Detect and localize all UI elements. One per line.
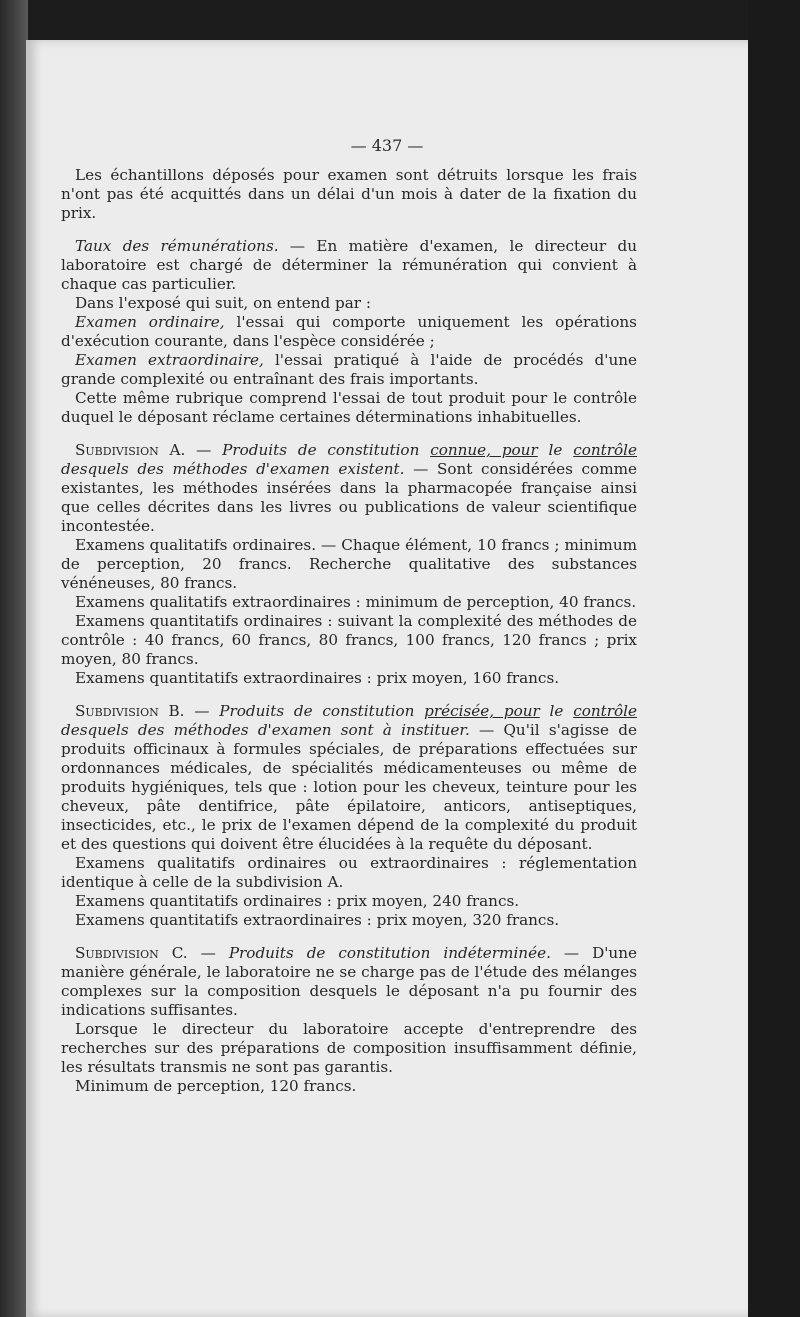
heading-remuneration: Taux des rémunérations. [75,237,279,255]
paragraph-definitions-intro: Dans l'exposé qui suit, on entend par : [75,294,372,312]
paragraph-a-qualitatifs-extraordinaires: Examens qualitatifs extraordinaires : minimum de perception, 40 francs. [75,593,637,611]
page-number: — 437 — [350,136,424,155]
paragraph-b-quantitatifs-extraordinaires: Examens quantitatifs extraordinaires : prix moyen, 320 francs. [75,911,560,929]
paragraph-samples: Les échantillons déposés pour examen sont détruits lorsque les frais n'ont pas été acquittés dans un délai d'un mois à dater de la fixation du prix. [61,166,637,222]
subdivision-c-label: Subdivision C. [75,944,188,962]
paragraph-b-qualitatifs: Examens qualitatifs ordinaires ou extraordinaires : réglementation identique à celle de la subdivision A. [61,854,637,891]
paragraph-a-quantitatifs-ordinaires: Examens quantitatifs ordinaires : suivant la complexité des méthodes de contrôle : 40 francs, 60 francs, 80 francs, 100 francs, 120 francs ; prix moyen, 80 francs. [61,612,637,668]
paragraph-a-quantitatifs-extraordinaires: Examens quantitatifs extraordinaires : prix moyen, 160 francs. [75,669,560,687]
book-spine-edge [0,0,28,1317]
subdivision-a-label: Subdivision A. [75,441,186,459]
term-examen-extraordinaire: Examen extraordinaire, [75,351,264,369]
book-page [26,40,748,1317]
page-body [61,166,637,1096]
paragraph-a-qualitatifs-ordinaires: Examens qualitatifs ordinaires. — Chaque élément, 10 francs ; minimum de perception, 20 francs. Recherche qualitative des substances vénéneuses, 80 francs. [61,536,637,592]
paragraph-c-recherches: Lorsque le directeur du laboratoire accepte d'entreprendre des recherches sur des préparations de composition insuffisamment définie, les résultats transmis ne sont pas garantis. [61,1020,637,1076]
paragraph-examen-ordinaire: Examen ordinaire, l'essai qui comporte uniquement les opérations d'exécution courante, dans l'espèce considérée ; [61,313,637,350]
paragraph-remuneration [61,237,637,294]
paragraph-b-quantitatifs-ordinaires: Examens quantitatifs ordinaires : prix moyen, 240 francs. [75,892,520,910]
subdivision-b: Subdivision B. — Produits de constitution précisée, pour le contrôle desquels des méthodes d'examen sont à instituer. — Qu'il s'agisse de produits officinaux à formules spéciales, de préparations effectuées sur ordonnances médicales, de spécialités médicamenteuses ou même de produits hygiéniques, tels que : lotion pour les cheveux, teinture pour les cheveux, pâte dentifrice, pâte épilatoire, anticors, antiseptiques, insecticides, etc., le prix de l'examen dépend de la complexité du produit et des questions qui doivent être élucidées à la requête du déposant. [61,702,637,853]
subdivision-c: Subdivision C. — Produits de constitution indéterminée. — D'une manière générale, le laboratoire ne se charge pas de l'étude des mélanges complexes sur la composition desquels le déposant n'a pu fournir des indications suffisantes. [61,944,637,1019]
scan-background [748,0,800,1317]
subdivision-b-label: Subdivision B. [75,702,185,720]
paragraph-examen-extraordinaire: Examen extraordinaire, l'essai pratiqué à l'aide de procédés d'une grande complexité ou entraînant des frais importants. [61,351,637,388]
paragraph-c-minimum: Minimum de perception, 120 francs. [75,1077,357,1095]
paragraph-rubrique: Cette même rubrique comprend l'essai de tout produit pour le contrôle duquel le déposant réclame certaines déterminations inhabituelles. [61,389,637,426]
subdivision-a: Subdivision A. — Produits de constitution connue, pour le contrôle desquels des méthodes d'examen existent. — Sont considérées comme existantes, les méthodes insérées dans la pharmacopée française ainsi que celles décrites dans les livres ou publications de valeur scientifique incontestée. [61,441,638,535]
term-examen-ordinaire: Examen ordinaire, [75,313,225,331]
remuneration-text: — En matière d'examen, le directeur du laboratoire est chargé de déterminer la rémunération qui convient à chaque cas particulier. [61,237,637,293]
